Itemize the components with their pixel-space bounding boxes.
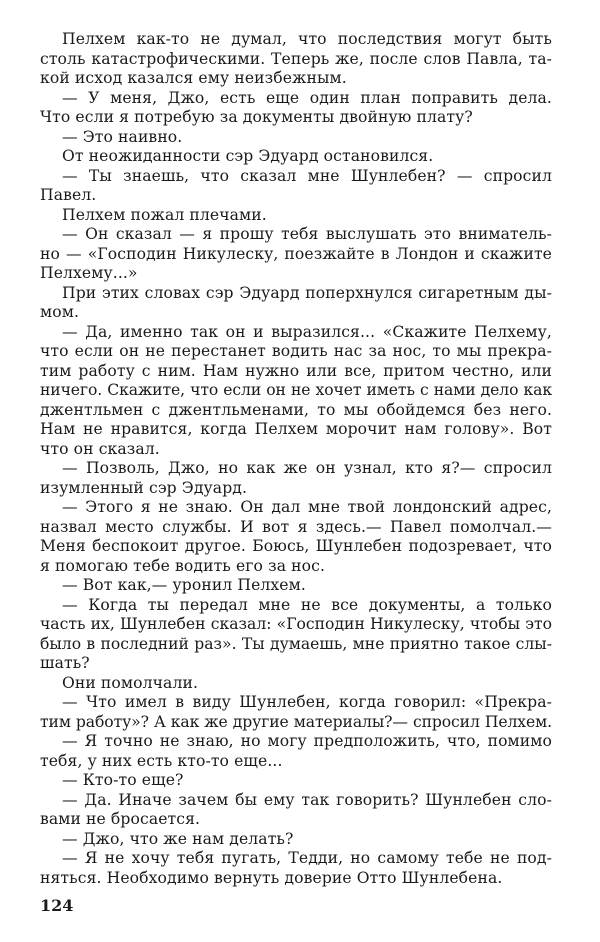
text-line: Пелхем пожал плечами.: [62, 205, 267, 224]
text-line: столь катастрофическими. Теперь же, после слов Павла, та-: [40, 49, 552, 68]
text-line: тим работу»? А как же другие материалы?— спросил Пелхем.: [40, 712, 552, 731]
text-line: Что если я потребую за документы двойную плату?: [40, 108, 473, 126]
text-line: назвал место службы. И вот я здесь.— Павел помолчал.—: [40, 517, 552, 536]
text-line: няться. Необходимо вернуть доверие Отто Шунлебена.: [40, 868, 503, 887]
text-line: изумленный сэр Эдуард.: [40, 478, 248, 497]
text-line: шать?: [40, 654, 90, 672]
text-line: — Этого я не знаю. Он дал мне твой лондонский адрес,: [62, 498, 552, 516]
text-line: ничего. Скажите, что если он не хочет иметь с нами дело как: [40, 381, 552, 399]
text-line: часть их, Шунлебен сказал: «Господин Никулеску, чтобы это: [40, 615, 552, 633]
text-line: что если он не перестанет водить нас за нос, то мы прекра-: [40, 342, 552, 360]
text-line: — Вот как,— уронил Пелхем.: [62, 576, 306, 594]
text-line: — Да, именно так он и выразился... «Скажите Пелхему,: [62, 322, 552, 341]
text-line: — Ты знаешь, что сказал мне Шунлебен? — спросил: [62, 166, 552, 185]
text-line: Меня беспокоит другое. Боюсь, Шунлебен подозревает, что: [40, 537, 552, 555]
text-line: — Я точно не знаю, но могу предположить, что, помимо: [62, 732, 552, 750]
text-line: — Кто-то еще?: [62, 771, 184, 789]
text-line: — Что имел в виду Шунлебен, когда говорил: «Прекра-: [62, 693, 552, 711]
text-line: — Позволь, Джо, но как же он узнал, кто я?— спросил: [62, 459, 552, 477]
page-number: 124: [40, 896, 74, 915]
text-line: тебя, у них есть кто-то еще...: [40, 751, 283, 770]
text-line: При этих словах сэр Эдуард поперхнулся сигаретным ды-: [62, 283, 552, 302]
text-line: Пелхему...»: [40, 264, 138, 282]
text-line: Нам не нравится, когда Пелхем морочит нам голову». Вот: [40, 420, 552, 438]
text-line: — Это наивно.: [62, 127, 183, 146]
text-line: — Джо, что же нам делать?: [62, 829, 294, 848]
text-line: — Да. Иначе зачем бы ему так говорить? Шунлебен сло-: [62, 790, 552, 809]
text-line: Они помолчали.: [62, 673, 198, 692]
text-line: кой исход казался ему неизбежным.: [40, 69, 347, 87]
text-line: — Когда ты передал мне не все документы, а только: [62, 595, 552, 614]
text-line: — Я не хочу тебя пугать, Тедди, но самому тебе не под-: [62, 849, 552, 867]
text-line: джентльмен с джентльменами, то мы обойдемся без него.: [40, 400, 552, 419]
text-line: — Он сказал — я прошу тебя выслушать это вниматель-: [62, 225, 552, 243]
book-page-text: [40, 30, 552, 888]
text-line: мом.: [40, 303, 80, 321]
text-line: — У меня, Джо, есть еще один план поправить дела.: [62, 88, 552, 107]
text-line: Павел.: [40, 186, 97, 204]
text-line: но — «Господин Никулеску, поезжайте в Лондон и скажите: [40, 244, 552, 263]
text-line: тим работу с ним. Нам нужно или все, притом честно, или: [40, 361, 552, 380]
text-line: От неожиданности сэр Эдуард остановился.: [62, 147, 434, 165]
text-line: Пелхем как-то не думал, что последствия могут быть: [62, 30, 552, 48]
text-line: я помогаю тебе водить его за нос.: [40, 556, 326, 575]
text-line: вами не бросается.: [40, 810, 201, 828]
text-line: что он сказал.: [40, 439, 160, 458]
text-line: было в последний раз». Ты думаешь, мне приятно такое слы-: [40, 634, 552, 653]
